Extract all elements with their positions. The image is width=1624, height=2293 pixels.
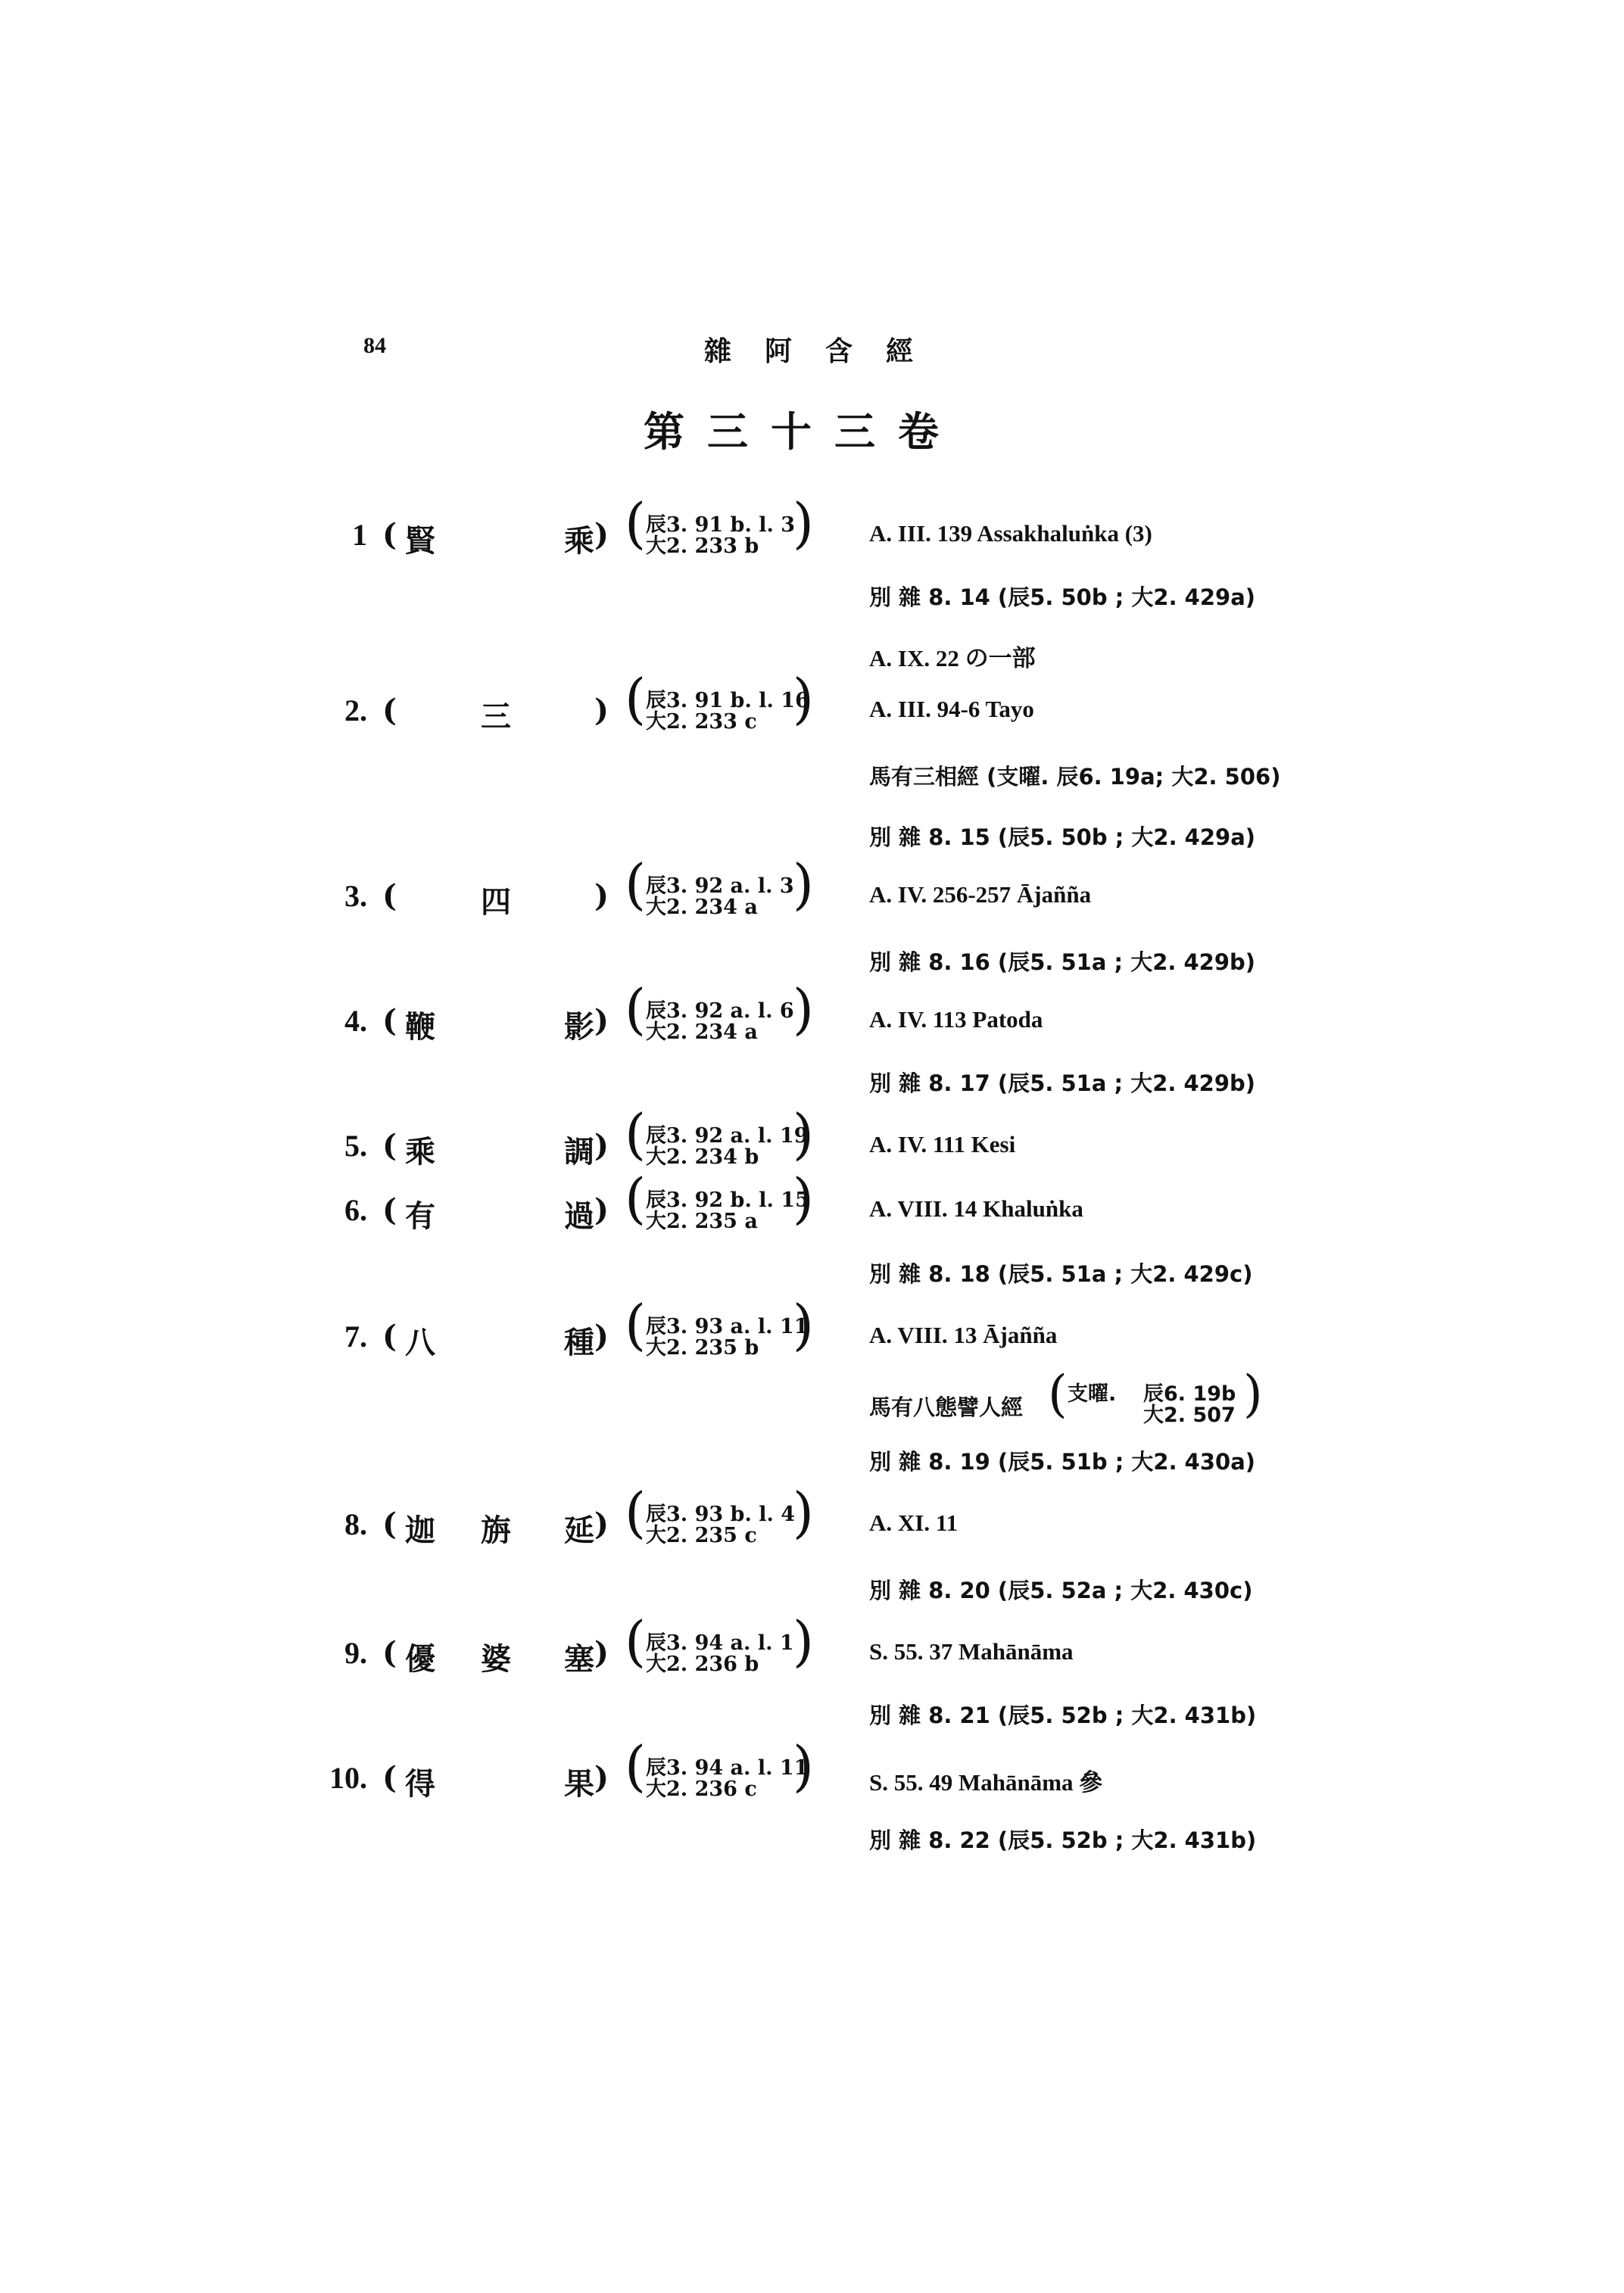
title-char: 得 — [405, 1766, 435, 1802]
entry-number: 2. — [344, 693, 367, 727]
title-char: 鞭 — [405, 1009, 435, 1045]
parallel-reference: 別 雜 8. 17 (辰5. 51a ; 大2. 429b) — [869, 1070, 1256, 1096]
source-line-2: 大2. 235 c — [646, 1524, 757, 1547]
title-char: ) — [594, 1760, 609, 1796]
parallel-reference: S. 55. 37 Mahānāma — [869, 1638, 1074, 1665]
source-line-1: 辰3. 93 b. l. 4 — [646, 1503, 796, 1526]
right-paren: ) — [792, 977, 814, 1041]
source-reference — [625, 667, 844, 743]
title-char: 八 — [405, 1325, 435, 1360]
title-char: ) — [594, 1506, 609, 1542]
ref-translator: 支曜. — [1068, 1382, 1117, 1406]
source-reference — [625, 1293, 844, 1369]
left-paren: ( — [625, 491, 647, 555]
source-line-1: 辰3. 92 b. l. 15 — [646, 1189, 809, 1212]
source-line-2: 大2. 234 b — [646, 1145, 759, 1169]
title-char: ( — [382, 1192, 397, 1228]
parallel-reference: A. IV. 256-257 Ājañña — [869, 881, 1092, 908]
parallel-reference: 別 雜 8. 14 (辰5. 50b ; 大2. 429a) — [869, 584, 1256, 610]
title-char: ) — [594, 1128, 609, 1164]
parallel-reference: 馬有三相經 (支曜. 辰6. 19a; 大2. 506) — [869, 764, 1281, 790]
source-line-2: 大2. 236 c — [646, 1777, 757, 1801]
page-number: 84 — [363, 333, 386, 358]
title-char: ) — [594, 1319, 609, 1354]
parallel-reference: A. III. 94-6 Tayo — [869, 696, 1034, 722]
entry-number: 4. — [344, 1004, 367, 1038]
entry-number: 9. — [344, 1636, 367, 1670]
sutra-title — [382, 1635, 609, 1678]
parallel-reference: 別 雜 8. 22 (辰5. 52b ; 大2. 431b) — [869, 1827, 1257, 1853]
sutra-title — [382, 693, 609, 735]
title-char: 賢 — [405, 523, 435, 559]
source-reference — [625, 1609, 844, 1685]
ref-main: 馬有八態譬人經 — [869, 1394, 1024, 1420]
source-line-2: 大2. 233 c — [646, 710, 757, 734]
title-char: 四 — [481, 884, 511, 920]
left-paren: ( — [625, 1167, 647, 1230]
sutra-title — [382, 1192, 609, 1235]
ref-line-1: 辰6. 19b — [1143, 1382, 1236, 1406]
title-char: 塞 — [564, 1641, 594, 1677]
title-char: 乘 — [405, 1134, 435, 1170]
parallel-reference: A. III. 139 Assakhaluṅka (3) — [869, 520, 1152, 547]
title-char: ( — [382, 878, 397, 914]
source-line-2: 大2. 235 b — [646, 1336, 759, 1360]
title-char: ( — [382, 1319, 397, 1354]
source-reference — [625, 977, 844, 1053]
source-reference — [625, 852, 844, 928]
parallel-reference: 別 雜 8. 18 (辰5. 51a ; 大2. 429c) — [869, 1261, 1253, 1287]
title-char: 延 — [564, 1513, 594, 1548]
right-paren: ) — [792, 1293, 814, 1357]
right-paren: ) — [792, 667, 814, 731]
title-char: 旃 — [481, 1513, 511, 1548]
left-paren: ( — [625, 977, 647, 1041]
parallel-reference: S. 55. 49 Mahānāma 參 — [869, 1769, 1103, 1796]
source-line-2: 大2. 234 a — [646, 1020, 758, 1044]
right-paren: ) — [792, 1167, 814, 1230]
right-paren: ) — [792, 852, 814, 916]
title-char: 過 — [564, 1198, 594, 1234]
left-paren: ( — [625, 1102, 647, 1166]
source-line-1: 辰3. 91 b. l. 3 — [646, 513, 796, 537]
title-char: ) — [594, 1192, 609, 1228]
left-paren: ( — [625, 1293, 647, 1357]
left-paren: ( — [625, 1734, 647, 1798]
sutra-title — [382, 517, 609, 559]
title-char: ) — [594, 693, 609, 728]
title-char: ( — [382, 517, 397, 553]
title-char: ( — [382, 1506, 397, 1542]
title-char: ) — [594, 878, 609, 914]
source-reference — [625, 491, 844, 567]
parallel-reference: 別 雜 8. 21 (辰5. 52b ; 大2. 431b) — [869, 1703, 1257, 1728]
chapter-title: 第三十三卷 — [644, 407, 962, 456]
title-char: ) — [594, 1635, 609, 1671]
entry-number: 10. — [329, 1761, 367, 1795]
entry-number: 1 — [352, 518, 367, 552]
parallel-reference: A. XI. 11 — [869, 1509, 959, 1536]
right-paren: ) — [792, 1734, 814, 1798]
entry-number: 7. — [344, 1319, 367, 1354]
source-reference — [625, 1734, 844, 1810]
source-reference — [625, 1167, 844, 1242]
title-char: ( — [382, 693, 397, 728]
parallel-reference: 別 雜 8. 15 (辰5. 50b ; 大2. 429a) — [869, 824, 1256, 850]
right-paren: ) — [792, 491, 814, 555]
parallel-reference: A. IV. 111 Kesi — [869, 1131, 1016, 1157]
title-char: 有 — [405, 1198, 435, 1234]
left-paren: ( — [625, 1481, 647, 1544]
entry-number: 5. — [344, 1129, 367, 1163]
source-line-1: 辰3. 92 a. l. 19 — [646, 1124, 809, 1148]
sutra-title — [382, 1760, 609, 1802]
source-line-1: 辰3. 92 a. l. 6 — [646, 999, 794, 1023]
title-char: ) — [594, 1003, 609, 1039]
sutra-title — [382, 1506, 609, 1549]
left-paren: ( — [625, 1609, 647, 1673]
sutra-title — [382, 878, 609, 921]
title-char: ( — [382, 1760, 397, 1796]
source-line-2: 大2. 233 b — [646, 534, 759, 558]
source-line-2: 大2. 234 a — [646, 896, 758, 919]
right-paren: ) — [1243, 1365, 1263, 1423]
parallel-reference: A. IX. 22 の一部 — [869, 645, 1036, 671]
title-char: 果 — [564, 1766, 594, 1802]
source-line-1: 辰3. 91 b. l. 16 — [646, 689, 809, 712]
left-paren: ( — [1048, 1365, 1068, 1423]
running-head: 雜阿含經 — [704, 335, 947, 367]
title-char: ( — [382, 1003, 397, 1039]
parallel-reference: 別 雜 8. 16 (辰5. 51a ; 大2. 429b) — [869, 949, 1256, 975]
title-char: 乘 — [564, 523, 594, 559]
entry-number: 3. — [344, 879, 367, 913]
parallel-reference: 別 雜 8. 19 (辰5. 51b ; 大2. 430a) — [869, 1449, 1256, 1475]
sutra-title — [382, 1003, 609, 1045]
title-char: 婆 — [481, 1641, 511, 1677]
source-line-2: 大2. 236 b — [646, 1653, 759, 1676]
entry-number: 8. — [344, 1507, 367, 1541]
left-paren: ( — [625, 852, 647, 916]
source-reference — [625, 1481, 844, 1556]
title-char: ( — [382, 1128, 397, 1164]
entry-number: 6. — [344, 1193, 367, 1227]
left-paren: ( — [625, 667, 647, 731]
parallel-reference: A. VIII. 13 Ājañña — [869, 1322, 1058, 1348]
source-line-1: 辰3. 94 a. l. 11 — [646, 1756, 809, 1780]
title-char: 種 — [564, 1325, 594, 1360]
sutra-title — [382, 1319, 609, 1361]
right-paren: ) — [792, 1102, 814, 1166]
source-line-2: 大2. 235 a — [646, 1210, 758, 1233]
source-line-1: 辰3. 93 a. l. 11 — [646, 1315, 809, 1338]
title-char: 調 — [564, 1134, 594, 1170]
title-char: ) — [594, 517, 609, 553]
title-char: 三 — [481, 699, 511, 734]
right-paren: ) — [792, 1609, 814, 1673]
right-paren: ) — [792, 1481, 814, 1544]
title-char: 迦 — [405, 1513, 435, 1548]
parallel-reference: A. IV. 113 Patoda — [869, 1006, 1043, 1033]
ref-line-2: 大2. 507 — [1143, 1404, 1236, 1427]
parallel-reference: 別 雜 8. 20 (辰5. 52a ; 大2. 430c) — [869, 1578, 1253, 1603]
source-line-1: 辰3. 92 a. l. 3 — [646, 874, 794, 898]
title-char: 影 — [564, 1009, 594, 1045]
parallel-reference: A. VIII. 14 Khaluṅka — [869, 1195, 1083, 1222]
title-char: 優 — [405, 1641, 435, 1677]
source-line-1: 辰3. 94 a. l. 1 — [646, 1631, 794, 1655]
title-char: ( — [382, 1635, 397, 1671]
sutra-title — [382, 1128, 609, 1170]
